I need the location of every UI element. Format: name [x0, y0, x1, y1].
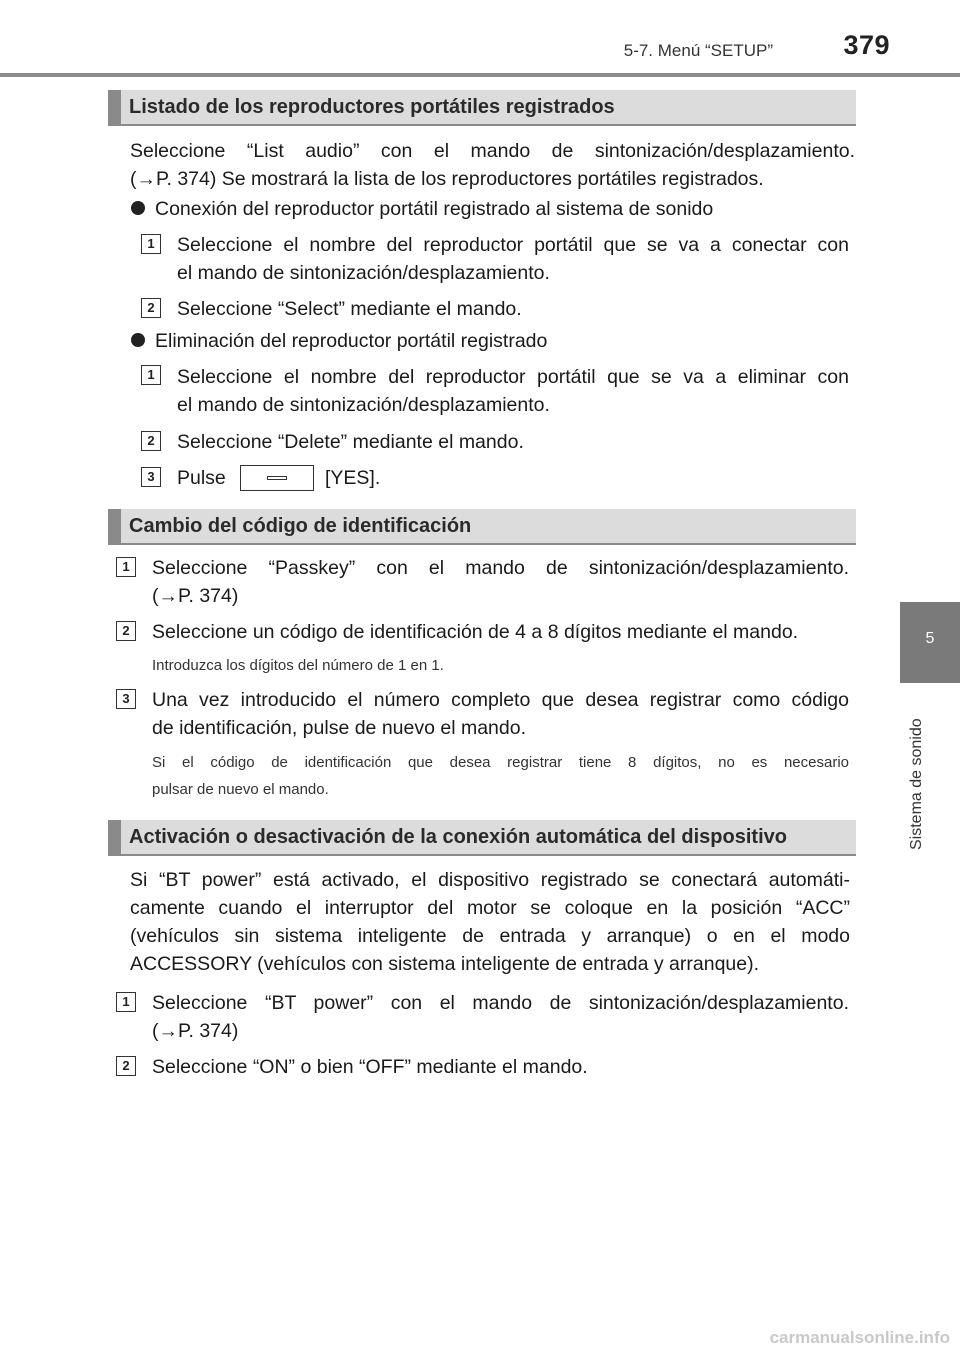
step-text: Seleccione “ON” o bien “OFF” mediante el mando.	[152, 1056, 588, 1078]
step-text: Seleccione “BT power” con el mando de sintonización/desplazamiento.	[152, 992, 849, 1014]
section3-intro-line: camente cuando el interruptor del motor se coloque en la posición “ACC”	[130, 897, 850, 919]
section-header-bar	[108, 820, 121, 854]
bullet-icon	[131, 201, 145, 215]
step-number-badge: 1	[116, 992, 136, 1012]
step-text: el mando de sintonización/desplazamiento.	[177, 394, 550, 416]
section-title: Activación o desactivación de la conexión automática del dispositivo	[129, 826, 787, 848]
step-number-badge: 2	[116, 1056, 136, 1076]
step-number-badge: 1	[141, 234, 161, 254]
chapter-side-label	[888, 700, 948, 860]
step-text: Seleccione el nombre del reproductor portátil que se va a eliminar con	[177, 366, 849, 388]
step-note: pulsar de nuevo el mando.	[152, 781, 329, 798]
step-number-badge: 1	[116, 557, 136, 577]
section3-intro-line: ACCESSORY (vehículos con sistema inteligente de entrada y arranque).	[130, 953, 760, 975]
step-number-badge: 2	[116, 621, 136, 641]
section-header-bar	[108, 90, 121, 124]
section3-intro-line: Si “BT power” está activado, el dispositivo registrado se conectará automáti-	[130, 869, 850, 891]
step-text: Seleccione “Delete” mediante el mando.	[177, 431, 524, 453]
sub-heading-delete: Eliminación del reproductor portátil registrado	[155, 330, 548, 352]
step-text: (→P. 374)	[152, 1020, 239, 1042]
section1-intro-line1: Seleccione “List audio” con el mando de sintonización/desplazamiento.	[130, 140, 855, 162]
page-number: 379	[843, 30, 890, 60]
watermark: carmanualsonline.info	[769, 1328, 950, 1347]
step-text: Seleccione “Select” mediante el mando.	[177, 298, 522, 320]
chapter-title: 5-7. Menú “SETUP”	[623, 41, 773, 60]
step-text: de identificación, pulse de nuevo el mando.	[152, 717, 527, 739]
section3-intro-line: (vehículos sin sistema inteligente de entrada y arranque) o en el modo	[130, 925, 850, 947]
step-text: (→P. 374)	[152, 585, 239, 607]
section1-intro-line2: (→P. 374) Se mostrará la lista de los reproductores portátiles registrados.	[130, 168, 764, 190]
phone-hangup-button-icon	[240, 465, 314, 491]
section-header-passkey	[108, 509, 856, 545]
step-text: Seleccione el nombre del reproductor portátil que se va a conectar con	[177, 234, 849, 256]
step-number-badge: 2	[141, 431, 161, 451]
sub-heading-connect: Conexión del reproductor portátil registrado al sistema de sonido	[155, 198, 714, 220]
step-number-badge: 2	[141, 298, 161, 318]
step-text: Una vez introducido el número completo que desea registrar como código	[152, 689, 849, 711]
bullet-icon	[131, 333, 145, 347]
step-text: Seleccione un código de identificación de 4 a 8 dígitos mediante el mando.	[152, 621, 799, 643]
section-header-registered-players	[108, 90, 856, 126]
section-title: Listado de los reproductores portátiles registrados	[129, 96, 615, 118]
step-note: Si el código de identificación que desea registrar tiene 8 dígitos, no es necesario	[152, 754, 849, 771]
step-number-badge: 1	[141, 365, 161, 385]
step-number-badge: 3	[116, 689, 136, 709]
step-note: Introduzca los dígitos del número de 1 en 1.	[152, 657, 444, 674]
step-number-badge: 3	[141, 467, 161, 487]
step-text: Seleccione “Passkey” con el mando de sintonización/desplazamiento.	[152, 557, 849, 579]
section-header-bar	[108, 509, 121, 543]
step-text: el mando de sintonización/desplazamiento.	[177, 262, 550, 284]
step-text: Pulse	[177, 467, 226, 489]
section-header-auto-connect	[108, 820, 856, 856]
chapter-tab-number: 5	[925, 630, 935, 647]
step-text: [YES].	[325, 467, 381, 489]
header-rule	[0, 73, 960, 77]
section-title: Cambio del código de identificación	[129, 515, 472, 537]
hangup-symbol-icon	[267, 476, 287, 480]
chapter-side-label-text: Sistema de sonido	[908, 718, 925, 850]
